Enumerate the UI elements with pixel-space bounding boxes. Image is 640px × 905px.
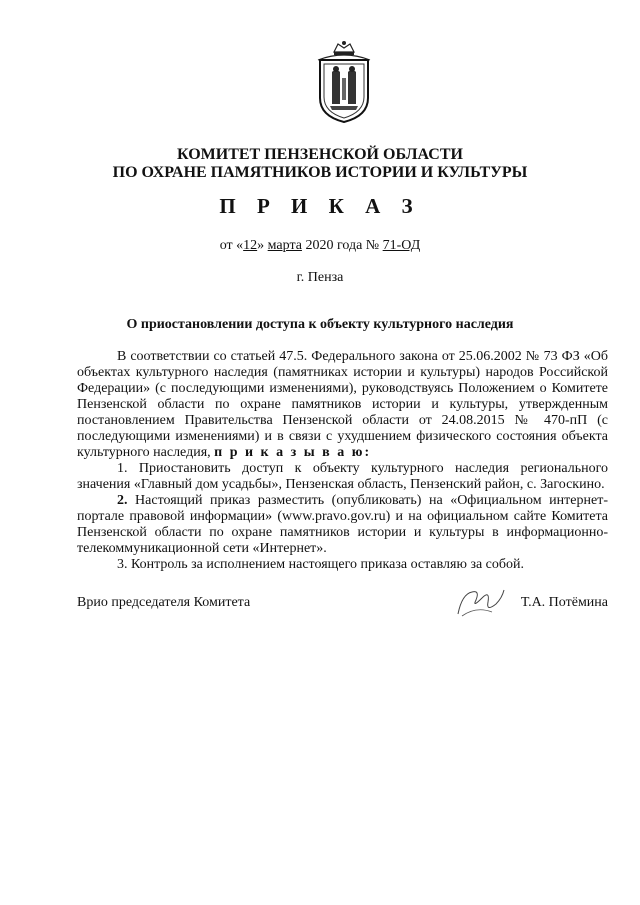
- document-title: П Р И К А З: [219, 194, 421, 218]
- coat-of-arms-icon: [312, 38, 376, 124]
- order-number: 71-ОД: [382, 238, 421, 253]
- handwritten-signature: [452, 584, 508, 620]
- order-item-2: [77, 493, 608, 557]
- preamble-paragraph: [77, 349, 608, 461]
- order-item-1: 1. Приостановить доступ к объекту культурного наследия регионального значения «Главный дом усадьбы», Пензенская область, Пензенский район, с. Загоскино.: [77, 461, 608, 492]
- signer-name: Т.А. Потёмина: [520, 595, 608, 610]
- org-line-1: КОМИТЕТ ПЕНЗЕНСКОЙ ОБЛАСТИ: [177, 146, 463, 163]
- order-body: [77, 349, 608, 573]
- order-item-3: 3. Контроль за исполнением настоящего приказа оставляю за собой.: [117, 557, 525, 572]
- organization-name: [0, 146, 640, 182]
- order-subject: О приостановлении доступа к объекту культурного наследия: [126, 317, 514, 332]
- date-month: марта: [267, 238, 302, 253]
- date-prefix: от «: [219, 238, 244, 253]
- order-item-2-text: Настоящий приказ разместить (опубликовать) на «Официальном интернет-портале правовой информации» (www.pravo.gov.ru) и на официальном сайте Комитета Пензенской области по охране памятников истории и культуры в информационно-телекоммуникационной сети «Интернет».: [77, 493, 608, 556]
- order-item-2-number: 2.: [117, 493, 128, 508]
- date-mid: »: [257, 238, 268, 253]
- signer-position: Врио председателя Комитета: [77, 595, 251, 610]
- city: г. Пенза: [296, 270, 344, 285]
- order-date-line: [0, 238, 640, 254]
- date-year: 2020 года №: [301, 238, 383, 253]
- order-word: п р и к а з ы в а ю:: [214, 445, 372, 460]
- org-line-2: ПО ОХРАНЕ ПАМЯТНИКОВ ИСТОРИИ И КУЛЬТУРЫ: [112, 164, 528, 181]
- date-day: 12: [243, 238, 258, 253]
- preamble-text: В соответствии со статьей 47.5. Федерального закона от 25.06.2002 № 73 ФЗ «Об объектах культурного наследия (памятниках истории и культуры) народов Российской Федерации» (с последующими изменениями), руководствуясь Положением о Комитете Пензенской области по охране памятников истории и культуры, утвержденным постановлением Правительства Пензенской области от 24.08.2015 № 470-пП (с последующими изменениями) и в связи с ухудшением физического состояния объекта культурного наследия,: [77, 349, 608, 460]
